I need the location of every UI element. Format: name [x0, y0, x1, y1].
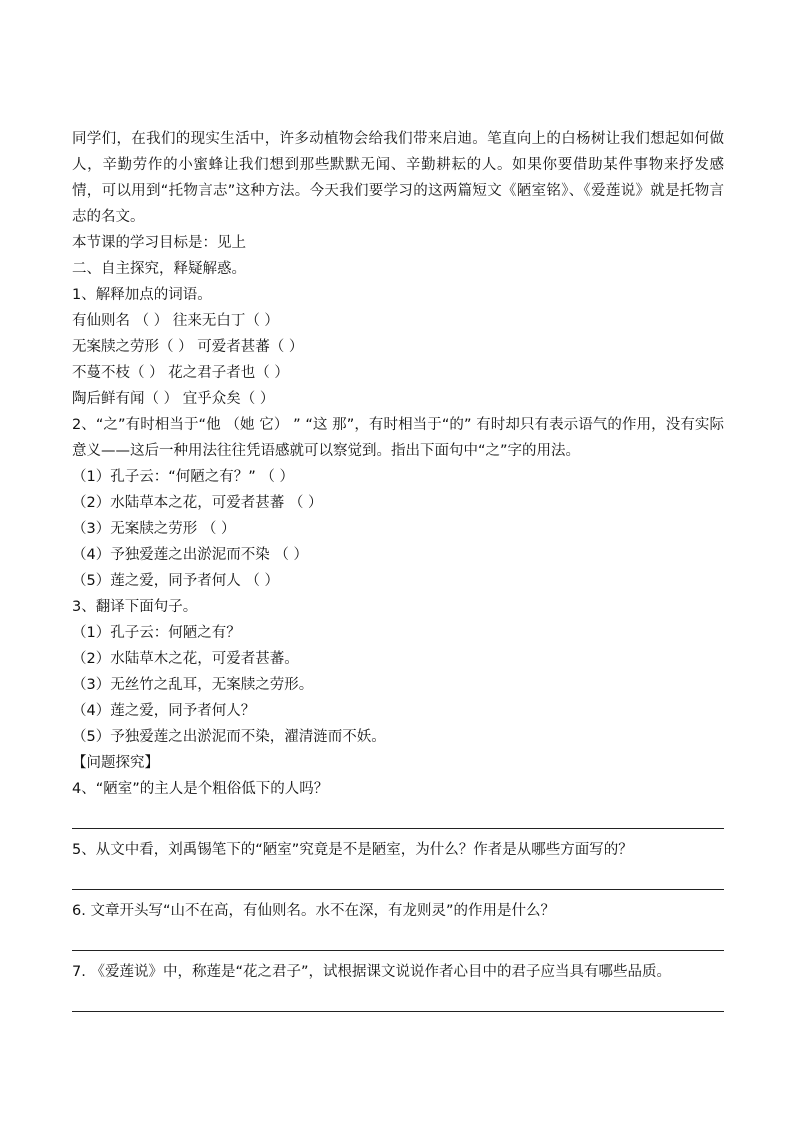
question-2-item: （3）无案牍之劳形 （ ）: [72, 521, 236, 537]
question-3-item: （5）予独爱莲之出淤泥而不染，濯清涟而不妖。: [72, 729, 386, 745]
explore-heading: 【问题探究】: [72, 755, 159, 771]
question-1-row: 陶后鲜有闻（ ） 宜乎众矣（ ）: [72, 391, 275, 407]
intro-paragraph: 同学们，在我们的现实生活中，许多动植物会给我们带来启迪。笔直向上的白杨树让我们想起如何做人，辛勤劳作的小蜜蜂让我们想到那些默默无闻、辛勤耕耘的人。如果你要借助某件事物来抒发感情，可以用到“托物言志”这种方法。今天我们要学习的这两篇短文《陋室铭》、《爱莲说》就是托物言志的名文。: [72, 131, 724, 225]
answer-space-6: [72, 924, 724, 950]
answer-line-7[interactable]: [72, 1011, 724, 1012]
question-5: 5、从文中看，刘禹锡笔下的“陋室”究竟是不是陋室，为什么？作者是从哪些方面写的？: [72, 842, 633, 858]
question-1-row: 无案牍之劳形（ ） 可爱者甚蕃（ ）: [72, 339, 304, 355]
question-6: 6. 文章开头写“山不在高，有仙则名。水不在深，有龙则灵”的作用是什么？: [72, 903, 555, 919]
question-3-item: （2）水陆草木之花，可爱者甚蕃。: [72, 651, 299, 667]
question-1-row: 有仙则名 （ ） 往来无白丁（ ）: [72, 313, 279, 329]
question-1-row: 不蔓不枝（ ） 花之君子者也（ ）: [72, 365, 289, 381]
section-heading: 二、自主探究，释疑解惑。: [72, 261, 246, 277]
question-2-title: 2、“之”有时相当于“他 （她 它） ” “这 那”，有时相当于“的” 有时却只有表示语气的作用，没有实际意义——这后一种用法往往凭语感就可以察觉到。指出下面句中“之”字的用法。: [72, 417, 724, 459]
answer-space-4: [72, 802, 724, 828]
question-2-item: （1）孔子云：“何陋之有？” （ ）: [72, 469, 294, 485]
question-7: 7. 《爱莲说》中，称莲是“花之君子”，试根据课文说说作者心目中的君子应当具有哪些品质。: [72, 964, 671, 980]
answer-space-7: [72, 985, 724, 1011]
question-2-item: （2）水陆草本之花，可爱者甚蕃 （ ）: [72, 495, 323, 511]
question-3-item: （3）无丝竹之乱耳，无案牍之劳形。: [72, 677, 314, 693]
question-3-item: （4）莲之爱，同予者何人？: [72, 703, 256, 719]
question-3-item: （1）孔子云：何陋之有？: [72, 625, 241, 641]
question-4: 4、“陋室”的主人是个粗俗低下的人吗？: [72, 781, 329, 797]
question-3-title: 3、翻译下面句子。: [72, 599, 198, 615]
question-1-title: 1、解释加点的词语。: [72, 287, 212, 303]
learning-goal: 本节课的学习目标是：见上: [72, 235, 246, 251]
question-2-item: （4）予独爱莲之出淤泥而不染 （ ）: [72, 547, 308, 563]
answer-space-5: [72, 863, 724, 889]
worksheet-page: [72, 126, 724, 1012]
question-2-item: （5）莲之爱，同予者何人 （ ）: [72, 573, 279, 589]
